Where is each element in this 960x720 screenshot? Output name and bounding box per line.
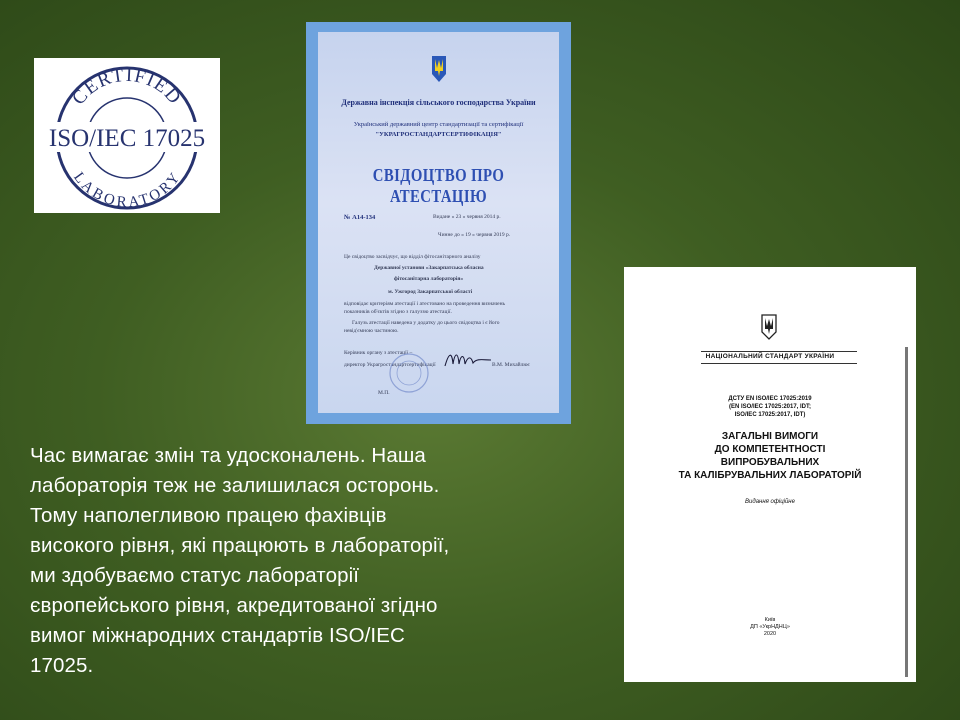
cert-body1: Це свідоцтво засвідчує, що відділ фітосанітарного аналізу (344, 254, 481, 260)
paragraph-line: Тому наполегливою працею фахівців (30, 504, 387, 527)
cert-signer: В.М. Михайлює (492, 362, 530, 368)
header-rule-top (701, 351, 857, 352)
cert-line2: Український державний центр стандартизації та сертифікації (353, 121, 524, 128)
iso-certified-logo (34, 58, 220, 213)
paragraph-line: ми здобуваємо статус лабораторії (30, 564, 360, 587)
standard-header: НАЦІОНАЛЬНИЙ СТАНДАРТ УКРАЇНИ (705, 353, 835, 360)
cert-body3: фітосанітарна лабораторія» (394, 276, 464, 282)
logo-bottom-text: LABORATORY (70, 169, 184, 211)
standard-title2: ДО КОМПЕТЕНТНОСТІ (714, 444, 826, 455)
certified-seal-graphic (34, 58, 220, 213)
cert-line3: "УКРАГРОСТАНДАРТСЕРТИФІКАЦІЯ" (375, 131, 502, 138)
cert-body2: Державної установи «Закарпатська обласна (374, 265, 484, 271)
standard-code1: ДСТУ EN ISO/IEC 17025:2019 (728, 396, 812, 402)
standard-year: 2020 (763, 631, 777, 637)
paragraph-line: високого рівня, які працюють в лабораторії, (30, 534, 450, 557)
header-rule-bottom (701, 363, 857, 364)
cert-body5: відповідає критеріям атестації і атестовано на проведення визначень (344, 301, 506, 307)
paragraph-line: Час вимагає змін та удосконалень. Наша (30, 444, 426, 467)
cert-number: № А14-134 (344, 214, 376, 221)
cert-title: СВІДОЦТВО ПРО АТЕСТАЦІЮ (372, 165, 505, 206)
cert-stamp-mark: М.П. (378, 390, 390, 396)
cert-line1: Державна інспекція сільського господарства України (341, 98, 536, 107)
standard-edition: Видання офіційне (745, 499, 795, 505)
attestation-certificate-image (306, 22, 571, 424)
standard-code3: ISO/IEC 17025:2017, IDT) (734, 412, 806, 418)
cert-sign1: Керівник органу з атестації – (344, 350, 413, 356)
standard-title4: ТА КАЛІБРУВАЛЬНИХ ЛАБОРАТОРІЙ (678, 470, 862, 481)
certificate-paper (318, 32, 559, 413)
standard-title3: ВИПРОБУВАЛЬНИХ (720, 457, 820, 468)
signature-scribble-icon (443, 348, 493, 370)
standard-code2: (EN ISO/IEC 17025:2017, IDT; (728, 404, 812, 410)
standard-city: Київ (764, 617, 776, 623)
ukraine-trident-icon (759, 313, 779, 341)
cert-body7: Галузь атестації наведена у додатку до цього свідоцтва і є його (352, 320, 500, 326)
stamp-seal-icon (388, 352, 430, 394)
standard-title1: ЗАГАЛЬНІ ВИМОГИ (721, 431, 819, 442)
logo-top-text: CERTIFIED (68, 64, 186, 110)
paragraph-line: лабораторія теж не залишилася осторонь. (30, 474, 440, 497)
cert-body6: показників об'єктів згідно з галуззю атестації. (344, 309, 452, 315)
cert-body8: невід'ємною частиною. (344, 328, 399, 334)
description-paragraph (30, 441, 590, 681)
paragraph-line: 17025. (30, 654, 94, 677)
paragraph-line: європейського рівня, акредитованої згідно (30, 594, 438, 617)
cert-body4: м. Ужгород Закарпатської області (388, 289, 473, 295)
paragraph-line: вимог міжнародних стандартів ISO/IEC (30, 624, 405, 647)
logo-middle-text: ISO/IEC 17025 (48, 125, 206, 152)
national-standard-document-image (624, 267, 916, 682)
standard-publisher: ДП «УкрНДНЦ» (750, 624, 790, 630)
cert-valid: Чинне до « 19 » червня 2019 р. (438, 232, 511, 238)
ukraine-trident-icon (429, 54, 449, 84)
cert-sign2: директор Украгростандартсертифікації (344, 362, 436, 368)
cert-issued: Видане « 23 » червня 2014 р. (433, 214, 501, 220)
